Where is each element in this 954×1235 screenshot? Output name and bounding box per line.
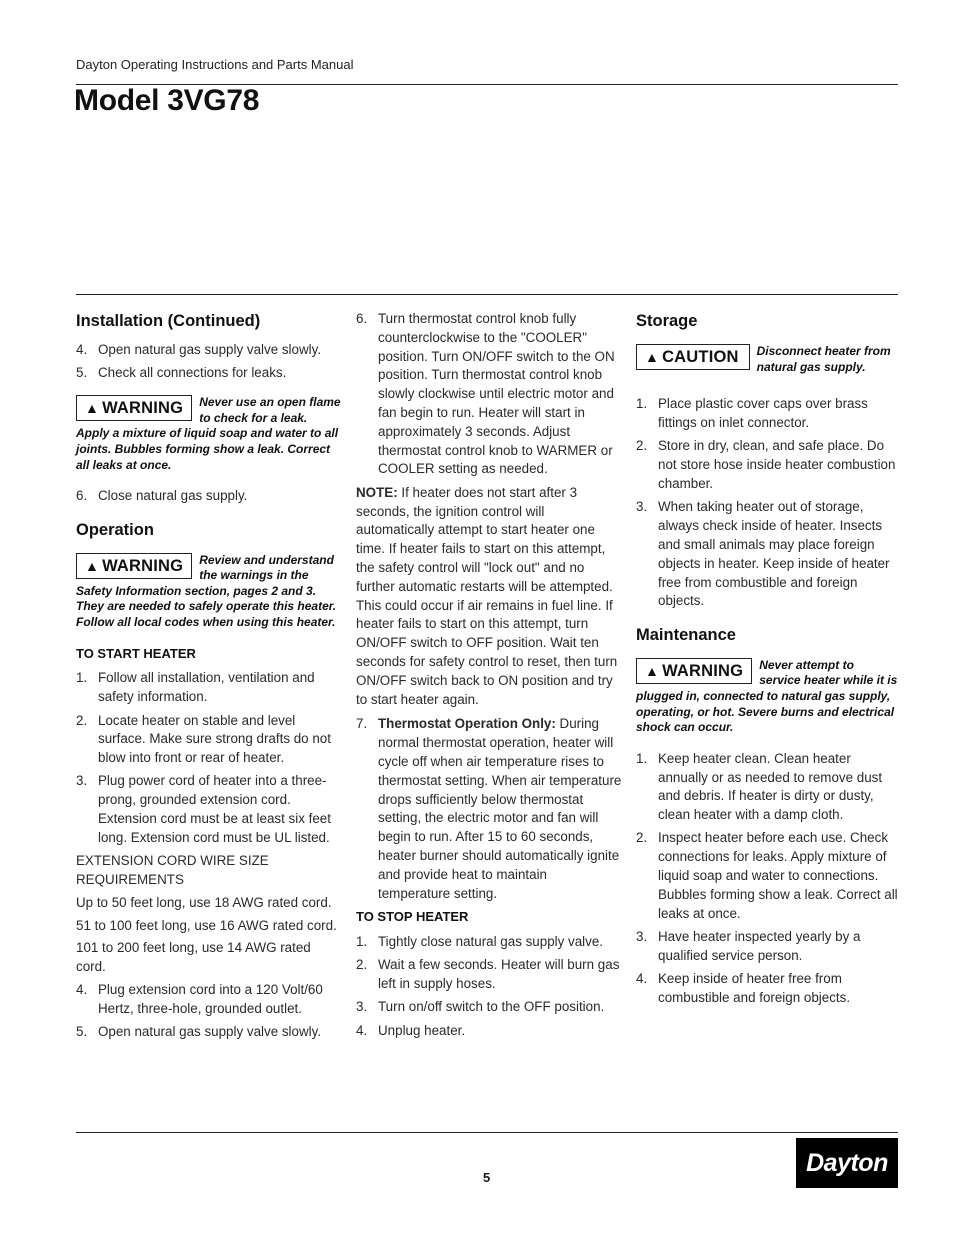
column-3	[636, 310, 898, 1012]
list-item: 1. Follow all installation, ventilation and safety information.	[76, 670, 315, 705]
list-item: 3. When taking heater out of storage, always check inside of heater. Insects and small animals may place foreign objects in heater. Keep inside of heater free from combustible and foreign objects.	[636, 499, 890, 609]
page-title: Model 3VG78	[74, 84, 260, 117]
warning-badge: ▲ WARNING	[76, 553, 192, 579]
list-item: 3. Have heater inspected yearly by a qualified service person.	[636, 929, 861, 963]
list-item: 4. Plug extension cord into a 120 Volt/60 Hertz, three-hole, grounded outlet.	[76, 982, 323, 1016]
list-item: 6. Turn thermostat control knob fully counterclockwise to the "COOLER" position. Turn ON/OFF switch to the ON position. Turn thermostat control knob slowly clockwise until electric motor and fan begin to run. Heater will start in approximately 3 seconds. Adjust thermostat control knob to WARMER or COOLER setting as needed.	[356, 311, 615, 477]
storage-list	[636, 395, 898, 611]
maintenance-list	[636, 750, 898, 1008]
list-item: 3. Plug power cord of heater into a three-prong, grounded extension cord. Extension cord must be at least six feet long. Extension cord must be UL listed.	[76, 773, 331, 845]
list-item: 2. Store in dry, clean, and safe place. Do not store hose inside heater combustion chamber.	[636, 438, 896, 491]
list-item: 3. Turn on/off switch to the OFF position.	[356, 999, 605, 1015]
maintenance-heading: Maintenance	[636, 625, 736, 644]
list-item: 1. Keep heater clean. Clean heater annually or as needed to remove dust and debris. If heater is dirty or dusty, clean heater with a damp cloth.	[636, 750, 883, 823]
list-item: 4. Unplug heater.	[356, 1022, 466, 1038]
list-item: 2. Inspect heater before each use. Check connections for leaks. Apply mixture of liquid soap and water to connections. Bubbles forming show a leak. Correct all leaks at once.	[636, 830, 898, 921]
list-item: 2. Locate heater on stable and level surface. Make sure strong drafts do not blow into front or rear of heater.	[76, 712, 331, 766]
installation-list-continued	[76, 487, 342, 506]
operation-heading: Operation	[76, 520, 154, 539]
caution-text: Disconnect heater from natural gas supply.	[756, 344, 891, 374]
section-rule	[76, 294, 898, 295]
list-item: 5. Open natural gas supply valve slowly.	[76, 1024, 322, 1040]
warning-badge: ▲ WARNING	[636, 658, 752, 684]
storage-heading: Storage	[636, 312, 698, 330]
extension-cord-heading: EXTENSION CORD WIRE SIZE REQUIREMENTS	[76, 853, 269, 888]
warning-triangle-icon: ▲	[645, 349, 660, 365]
caution-badge: ▲ CAUTION	[636, 344, 750, 370]
footer-rule	[76, 1132, 898, 1133]
warning-text: Never use an open flame to check for a leak. Apply a mixture of liquid soap and water to all joints. Bubbles forming show a leak. Correct all leaks at once.	[76, 395, 341, 472]
warning-badge: ▲ WARNING	[76, 395, 192, 421]
list-item: 7. Thermostat Operation Only: During normal thermostat operation, heater will cycle off when air temperature rises to thermostat setting. When air temperature drops sufficiently below thermostat setting, the electric motor and fan will begin to run. After 15 to 60 seconds, heater burner should automatically ignite and provide heat to maintain temperature setting.	[356, 716, 622, 901]
start-heater-list	[76, 669, 342, 847]
warning-triangle-icon: ▲	[85, 557, 100, 574]
column-2	[356, 310, 622, 1045]
warning-text: Never attempt to service heater while it is plugged in, connected to natural gas supply, operating, or hot. Severe burns and electrical shock can occur.	[636, 657, 898, 735]
operation-warning	[76, 553, 342, 631]
column-1	[76, 310, 342, 1047]
start-heater-heading: TO START HEATER	[76, 645, 196, 661]
warning-text: Review and understand the warnings in the Safety Information section, pages 2 and 3. They are needed to safely operate this heater. Follow all local codes when using this heater.	[76, 552, 337, 629]
list-item: 1. Tightly close natural gas supply valve.	[356, 933, 604, 949]
list-item: 4. Open natural gas supply valve slowly.	[76, 342, 322, 357]
note-paragraph	[356, 484, 622, 710]
list-item: 2. Wait a few seconds. Heater will burn gas left in supply hoses.	[356, 957, 620, 991]
note-text: If heater does not start after 3 seconds, the ignition control will automatically attempt to start heater one time. If heater fails to start on this attempt, the safety control will "lock out" and no further automatic restarts will be attempted. This could occur if air remains in fuel line. If heater fails to start on this attempt, turn ON/OFF switch to OFF position. Wait ten seconds for safety control to reset, then turn ON/OFF switch back to ON position and try to start heater again.	[356, 484, 618, 707]
extension-cord-line: 101 to 200 feet long, use 14 AWG rated cord.	[76, 940, 311, 975]
list-item: 5. Check all connections for leaks.	[76, 365, 287, 381]
maintenance-warning	[636, 658, 898, 736]
thermostat-list	[356, 715, 622, 903]
stop-heater-list	[356, 933, 622, 1041]
start-heater-list-continued	[76, 981, 342, 1042]
warning-triangle-icon: ▲	[645, 662, 660, 679]
note-label: NOTE:	[356, 484, 398, 500]
running-header: Dayton Operating Instructions and Parts Manual	[76, 57, 354, 72]
extension-cord-line: Up to 50 feet long, use 18 AWG rated cord.	[76, 894, 332, 910]
stop-heater-heading: TO STOP HEATER	[356, 908, 469, 924]
installation-list	[76, 341, 342, 383]
page-number: 5	[483, 1170, 491, 1185]
storage-caution	[636, 344, 898, 375]
list-item: 1. Place plastic cover caps over brass fittings on inlet connector.	[636, 396, 868, 430]
start-heater-list-continued-2	[356, 310, 622, 479]
list-item: 4. Keep inside of heater free from combustible and foreign objects.	[636, 971, 851, 1006]
installation-warning	[76, 395, 342, 473]
warning-triangle-icon: ▲	[85, 400, 100, 417]
installation-heading: Installation (Continued)	[76, 312, 261, 330]
list-item: 6. Close natural gas supply.	[76, 488, 248, 504]
extension-cord-line: 51 to 100 feet long, use 16 AWG rated cord.	[76, 917, 337, 933]
dayton-logo: Dayton	[796, 1138, 898, 1188]
